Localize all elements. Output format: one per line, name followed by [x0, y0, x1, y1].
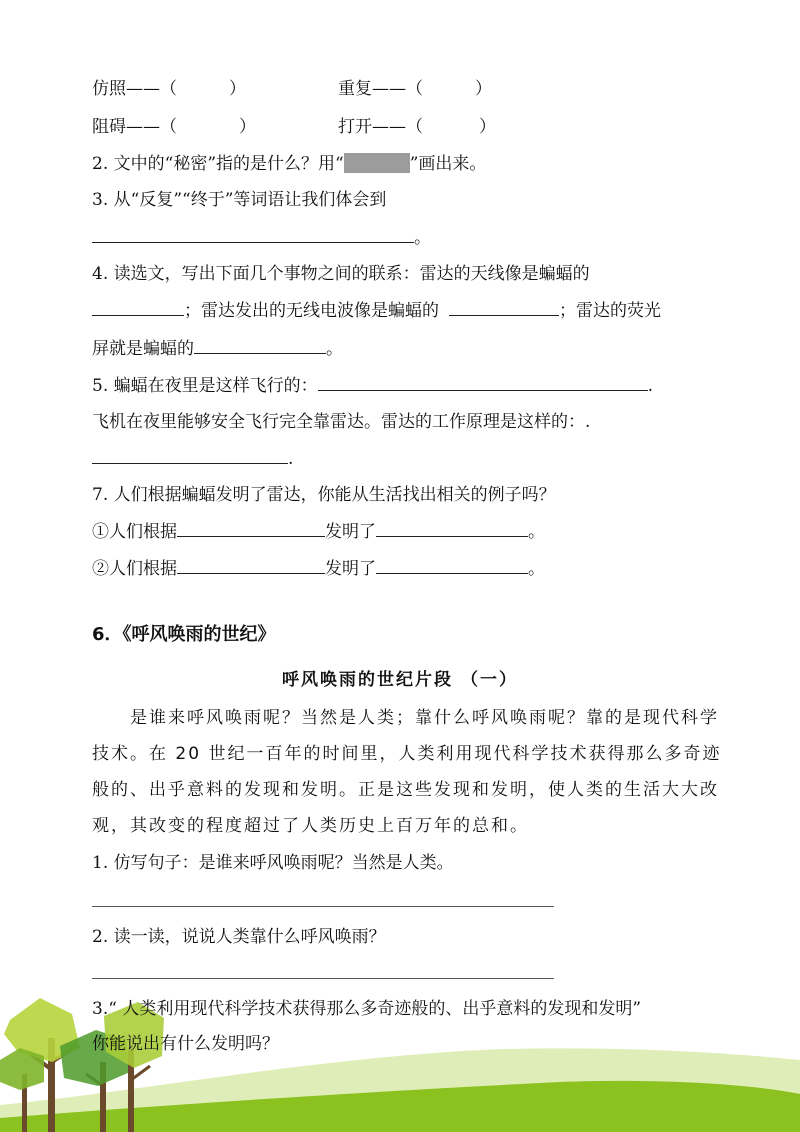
question-4-text: 4. 读选文，写出下面几个事物之间的联系：雷达的天线像是蝙蝠的 [92, 264, 590, 284]
paren-close: ） [229, 79, 246, 99]
vocab-row-2-right [338, 116, 496, 138]
paren-close: ） [479, 117, 496, 137]
section-heading: 6．《呼风唤雨的世纪》 [92, 624, 276, 645]
question-4 [92, 263, 590, 285]
vocab-zuai: 阻碍——（ [92, 117, 177, 137]
question-5-text: 5. 蝙蝠在夜里是这样飞行的： [92, 376, 318, 396]
vocab-fangzhao: 仿照——（ [92, 79, 177, 99]
question-7-item-1 [92, 520, 545, 543]
question-3 [92, 189, 386, 211]
passage-question-3-text-2: 你能说出有什么发明吗？ [92, 1034, 279, 1054]
question-4-end: ；雷达的荧光 [559, 301, 661, 321]
answer-blank[interactable] [194, 337, 326, 354]
question-5-line-2 [92, 411, 590, 433]
passage-title: 呼风唤雨的世纪片段 （一） [282, 670, 518, 690]
vocab-dakai: 打开——（ [338, 117, 423, 137]
period: 。 [414, 228, 431, 248]
question-3-answer-line[interactable] [92, 226, 431, 249]
vocab-row-1 [92, 78, 246, 100]
question-7 [92, 484, 556, 506]
vocab-row-2 [92, 116, 256, 138]
passage-question-3-text: 3.“ 人类利用现代科学技术获得那么多奇迹般的、出乎意料的发现和发明” [92, 999, 642, 1019]
item-2-text: ②人们根据 [92, 559, 177, 579]
item-1-text: ①人们根据 [92, 522, 177, 542]
question-3-text: 3. 从“反复”“终于”等词语让我们体会到 [92, 190, 387, 210]
passage-question-1-text: 1. 仿写句子：是谁来呼风唤雨呢？当然是人类。 [92, 853, 454, 873]
answer-blank[interactable] [177, 557, 325, 574]
vocab-row-1-right [338, 78, 492, 100]
question-5-answer-line[interactable] [92, 447, 293, 470]
period: . [647, 376, 654, 396]
item-2-mid: 发明了 [325, 559, 376, 579]
question-2-text-end: ”画出来。 [409, 154, 487, 174]
passage [92, 700, 722, 844]
passage-question-3 [92, 998, 641, 1020]
question-4-line-2 [92, 299, 661, 322]
answer-blank[interactable] [92, 226, 414, 243]
answer-blank[interactable] [92, 299, 184, 316]
answer-blank[interactable] [318, 374, 648, 391]
answer-blank[interactable] [92, 447, 288, 464]
question-4-line-3 [92, 337, 343, 360]
passage-line: 般的、出乎意料的发现和发明。正是这些发现和发明，使人类的生活大大改 [92, 780, 719, 800]
paren-close: ） [239, 117, 256, 137]
underline-marker [344, 153, 410, 173]
answer-blank[interactable] [376, 557, 528, 574]
question-7-text: 7. 人们根据蝙蝠发明了雷达，你能从生活找出相关的例子吗？ [92, 485, 556, 505]
answer-blank[interactable] [177, 520, 325, 537]
question-5 [92, 374, 653, 397]
question-7-item-2 [92, 557, 545, 580]
question-4-line-3-text: 屏就是蝙蝠的 [92, 339, 194, 359]
passage-question-3-line-2 [92, 1033, 279, 1055]
answer-line[interactable] [92, 906, 554, 907]
paren-close: ） [475, 79, 492, 99]
question-5-text-2: 飞机在夜里能够安全飞行完全靠雷达。雷达的工作原理是这样的： [92, 412, 585, 432]
question-4-mid: ；雷达发出的无线电波像是蝙蝠的 [184, 301, 439, 321]
answer-blank[interactable] [376, 520, 528, 537]
period: . [288, 449, 294, 469]
period: 。 [528, 522, 545, 542]
passage-question-2 [92, 926, 386, 948]
passage-question-1 [92, 852, 454, 874]
question-2-text: 2. 文中的“秘密”指的是什么？用“ [92, 154, 344, 174]
period: 。 [326, 339, 343, 359]
passage-line: 是谁来呼风唤雨呢？当然是人类；靠什么呼风唤雨呢？靠的是现代科学 [130, 708, 719, 728]
passage-line: 技术。在 20 世纪一百年的时间里，人类利用现代科学技术获得那么多奇迹 [92, 744, 722, 764]
answer-blank[interactable] [449, 299, 559, 316]
vocab-chongfu: 重复——（ [338, 79, 423, 99]
item-1-mid: 发明了 [325, 522, 376, 542]
passage-question-2-text: 2. 读一读，说说人类靠什么呼风唤雨？ [92, 927, 386, 947]
answer-line[interactable] [92, 978, 554, 979]
question-2 [92, 153, 486, 175]
period: . [585, 412, 591, 432]
passage-line: 观，其改变的程度超过了人类历史上百万年的总和。 [92, 816, 529, 836]
period: 。 [528, 559, 545, 579]
